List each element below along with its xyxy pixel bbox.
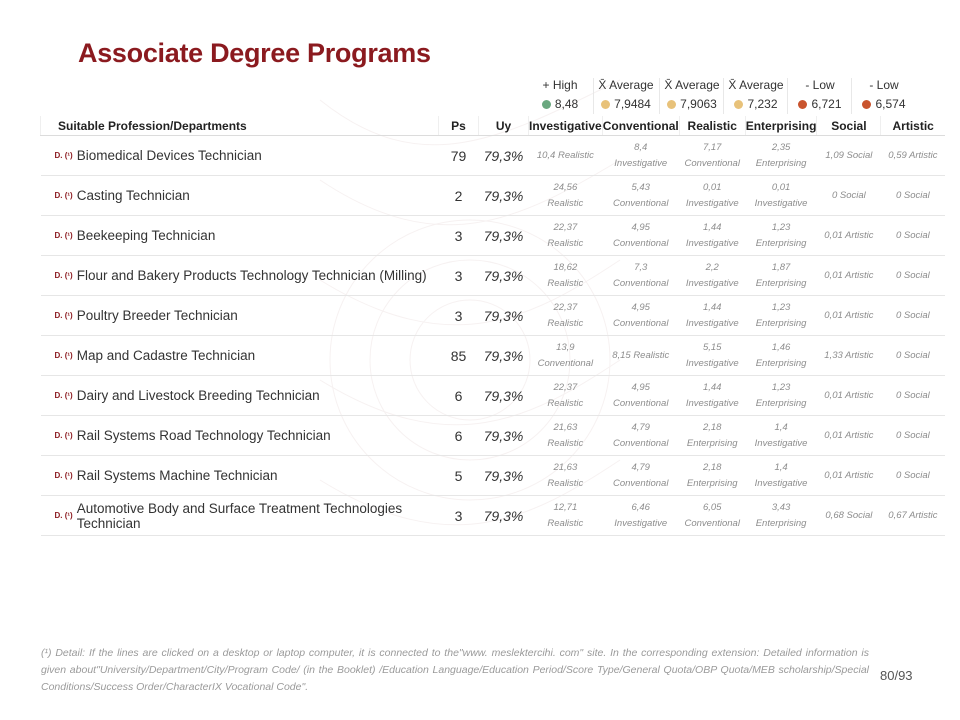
score-value: 18,62 xyxy=(553,261,578,273)
score-category: Conventional xyxy=(612,197,669,209)
score-value: 1,46 xyxy=(771,341,791,353)
score-cell xyxy=(602,376,679,416)
score-value: 0 Social xyxy=(896,429,930,441)
score-cell xyxy=(817,376,881,416)
score-value: 4,79 xyxy=(631,421,650,433)
profession-name[interactable]: Poultry Breeder Technician xyxy=(76,308,238,323)
profession-name[interactable]: Map and Cadastre Technician xyxy=(76,348,256,363)
score-cell xyxy=(745,416,817,456)
score-category: Conventional xyxy=(684,517,740,529)
profession-cell[interactable] xyxy=(41,296,439,336)
score-category: Investigative xyxy=(754,477,808,489)
table-header-row xyxy=(41,116,945,136)
score-cell xyxy=(529,336,603,376)
score-category: Enterprising xyxy=(755,277,807,289)
uy-cell: 79,3% xyxy=(479,176,529,216)
score-category: Enterprising xyxy=(755,317,807,329)
score-category: Realistic xyxy=(547,517,584,529)
score-level-label: - Low xyxy=(869,78,899,92)
page-number: 80/93 xyxy=(880,668,913,683)
score-cell xyxy=(881,336,945,376)
detail-marker: D. (¹) xyxy=(54,351,73,360)
score-level-value xyxy=(852,94,916,114)
score-cell xyxy=(602,216,679,256)
score-value-text: 6,721 xyxy=(811,97,842,111)
column-header-profession: Suitable Profession/Departments xyxy=(41,116,439,136)
score-cell xyxy=(817,336,881,376)
score-category: Investigative xyxy=(685,397,739,409)
score-category: Investigative xyxy=(685,317,739,329)
score-value: 1,33 Artistic xyxy=(824,349,874,361)
score-category: Enterprising xyxy=(755,517,807,529)
column-header-social: Social xyxy=(817,116,881,136)
score-value: 4,95 xyxy=(631,301,650,313)
score-value: 0 Social xyxy=(896,349,930,361)
score-value: 0,01 Artistic xyxy=(824,269,874,281)
score-value: 1,44 xyxy=(702,221,722,233)
column-header-realistic: Realistic xyxy=(679,116,745,136)
score-category: Conventional xyxy=(684,157,740,169)
column-header-enterprising: Enterprising xyxy=(745,116,817,136)
score-value: 0 Social xyxy=(896,229,930,241)
score-cell xyxy=(679,136,745,176)
profession-cell[interactable] xyxy=(41,416,439,456)
profession-name[interactable]: Rail Systems Road Technology Technician xyxy=(76,428,331,443)
score-cell xyxy=(881,256,945,296)
profession-name[interactable]: Dairy and Livestock Breeding Technician xyxy=(76,388,320,403)
score-cell xyxy=(529,496,603,536)
score-value: 1,44 xyxy=(702,301,722,313)
score-value: 1,09 Social xyxy=(825,149,873,161)
table-row[interactable] xyxy=(41,216,945,256)
profession-name[interactable]: Rail Systems Machine Technician xyxy=(76,468,278,483)
score-value: 0,01 Artistic xyxy=(824,389,874,401)
score-value: 0,67 Artistic xyxy=(888,509,938,521)
score-cell xyxy=(817,416,881,456)
score-category: Realistic xyxy=(547,197,584,209)
table-row[interactable] xyxy=(41,456,945,496)
score-level-value xyxy=(788,94,852,114)
detail-marker: D. (¹) xyxy=(54,431,73,440)
header-separator xyxy=(723,78,724,114)
score-value: 22,37 xyxy=(553,381,578,393)
score-cell xyxy=(881,496,945,536)
score-category: Investigative xyxy=(754,197,808,209)
score-cell xyxy=(602,336,679,376)
score-cell xyxy=(745,216,817,256)
score-cell xyxy=(745,496,817,536)
score-value: 2,18 xyxy=(702,421,722,433)
profession-name[interactable]: Flour and Bakery Products Technology Technician (Milling) xyxy=(76,268,427,283)
score-category: Realistic xyxy=(547,237,584,249)
profession-name[interactable]: Biomedical Devices Technician xyxy=(76,148,262,163)
uy-cell: 79,3% xyxy=(479,496,529,536)
score-cell xyxy=(679,176,745,216)
score-category: Conventional xyxy=(612,277,669,289)
level-dot-icon xyxy=(601,100,610,109)
score-level-label: X̄ Average xyxy=(598,78,654,92)
ps-cell: 3 xyxy=(439,256,479,296)
score-value: 21,63 xyxy=(553,461,578,473)
score-value: 0,59 Artistic xyxy=(888,149,938,161)
score-category: Realistic xyxy=(547,317,584,329)
profession-name[interactable]: Automotive Body and Surface Treatment Technologies Technician xyxy=(76,500,403,531)
header-separator xyxy=(593,78,594,114)
score-cell xyxy=(745,456,817,496)
column-header-artistic: Artistic xyxy=(881,116,945,136)
score-cell xyxy=(602,456,679,496)
score-value: 0 Social xyxy=(896,189,930,201)
score-value: 0,01 Artistic xyxy=(824,309,874,321)
score-value: 22,37 xyxy=(553,221,578,233)
ps-cell: 85 xyxy=(439,336,479,376)
score-value: 2,2 xyxy=(705,261,719,273)
ps-cell: 3 xyxy=(439,296,479,336)
score-category: Conventional xyxy=(612,397,669,409)
score-level-label: - Low xyxy=(805,78,835,92)
score-category: Investigative xyxy=(614,157,668,169)
score-cell xyxy=(602,136,679,176)
score-cell xyxy=(817,296,881,336)
profession-cell[interactable] xyxy=(41,176,439,216)
score-value: 0 Social xyxy=(896,389,930,401)
score-category: Realistic xyxy=(547,277,584,289)
level-dot-icon xyxy=(667,100,676,109)
score-level-value xyxy=(724,94,788,114)
score-cell xyxy=(881,136,945,176)
level-dot-icon xyxy=(542,100,551,109)
score-category: Investigative xyxy=(685,197,739,209)
score-cell xyxy=(745,176,817,216)
score-value: 0,01 xyxy=(702,181,722,193)
score-level-3 xyxy=(724,76,788,114)
score-category: Investigative xyxy=(614,517,668,529)
table-row[interactable] xyxy=(41,376,945,416)
score-category: Enterprising xyxy=(755,357,807,369)
score-cell xyxy=(602,496,679,536)
score-cell xyxy=(529,416,603,456)
score-category: Enterprising xyxy=(686,477,738,489)
score-cell xyxy=(817,136,881,176)
score-value: 5,43 xyxy=(631,181,650,193)
table-row[interactable] xyxy=(41,296,945,336)
score-category: Enterprising xyxy=(755,157,807,169)
uy-cell: 79,3% xyxy=(479,136,529,176)
page-title: Associate Degree Programs xyxy=(78,38,431,68)
uy-cell: 79,3% xyxy=(479,416,529,456)
score-value: 22,37 xyxy=(553,301,578,313)
score-value: 1,4 xyxy=(774,461,788,473)
score-category: Investigative xyxy=(685,357,739,369)
score-value: 24,56 xyxy=(553,181,578,193)
detail-marker: D. (¹) xyxy=(54,311,73,320)
ps-cell: 5 xyxy=(439,456,479,496)
score-cell xyxy=(529,216,603,256)
score-cell xyxy=(817,216,881,256)
detail-marker: D. (¹) xyxy=(54,271,73,280)
score-value: 4,79 xyxy=(631,461,650,473)
score-level-label: X̄ Average xyxy=(728,78,784,92)
score-value: 21,63 xyxy=(553,421,578,433)
score-value: 5,15 xyxy=(702,341,722,353)
uy-cell: 79,3% xyxy=(479,256,529,296)
score-category: Realistic xyxy=(547,477,584,489)
score-value: 0,01 Artistic xyxy=(824,469,874,481)
score-level-1 xyxy=(594,76,658,114)
score-value: 4,95 xyxy=(631,381,650,393)
score-cell xyxy=(745,256,817,296)
header-separator xyxy=(787,78,788,114)
ps-cell: 6 xyxy=(439,416,479,456)
score-level-5 xyxy=(852,76,916,114)
score-value: 8,4 xyxy=(634,141,648,153)
ps-cell: 6 xyxy=(439,376,479,416)
score-category: Conventional xyxy=(612,477,669,489)
score-value: 3,43 xyxy=(771,501,791,513)
score-value-text: 6,574 xyxy=(875,97,906,111)
level-dot-icon xyxy=(798,100,807,109)
score-cell xyxy=(529,376,603,416)
score-category: Investigative xyxy=(685,237,739,249)
profession-cell[interactable] xyxy=(41,136,439,176)
score-cell xyxy=(529,296,603,336)
score-value: 0 Social xyxy=(896,469,930,481)
score-level-value xyxy=(528,94,592,114)
score-cell xyxy=(881,376,945,416)
score-cell xyxy=(817,256,881,296)
score-value: 6,46 xyxy=(631,501,650,513)
score-value: 4,95 xyxy=(631,221,650,233)
column-header-ps: Ps xyxy=(439,116,479,136)
score-value: 7,17 xyxy=(702,141,722,153)
score-value: 0 Social xyxy=(832,189,866,201)
score-level-4 xyxy=(788,76,852,114)
ps-cell: 2 xyxy=(439,176,479,216)
score-category: Enterprising xyxy=(686,437,738,449)
score-cell xyxy=(529,176,603,216)
score-cell xyxy=(529,256,603,296)
table-row[interactable] xyxy=(41,416,945,456)
score-category: Investigative xyxy=(754,437,808,449)
score-category: Conventional xyxy=(612,237,669,249)
table-row[interactable] xyxy=(41,336,945,376)
table-row[interactable] xyxy=(41,176,945,216)
header-separator xyxy=(659,78,660,114)
detail-marker: D. (¹) xyxy=(54,231,73,240)
score-cell xyxy=(679,216,745,256)
score-value: 0,01 Artistic xyxy=(824,429,874,441)
score-cell xyxy=(881,176,945,216)
profession-name[interactable]: Casting Technician xyxy=(76,188,190,203)
level-dot-icon xyxy=(862,100,871,109)
profession-cell[interactable] xyxy=(41,456,439,496)
uy-cell: 79,3% xyxy=(479,216,529,256)
score-level-value xyxy=(594,94,658,114)
score-cell xyxy=(529,456,603,496)
score-value: 2,18 xyxy=(702,461,722,473)
uy-cell: 79,3% xyxy=(479,336,529,376)
score-category: Enterprising xyxy=(755,237,807,249)
score-value: 1,23 xyxy=(771,301,791,313)
score-value: 1,23 xyxy=(771,221,791,233)
score-value: 0 Social xyxy=(896,309,930,321)
table-row[interactable] xyxy=(41,496,945,536)
profession-cell[interactable] xyxy=(41,336,439,376)
ps-cell: 79 xyxy=(439,136,479,176)
footnote: (¹) Detail: If the lines are clicked on a desktop or laptop computer, it is connected to the"www. meslektercihi. com" site. In the corresponding extension: Detailed information is given about"University/Department/City/Program Code/ (in the Booklet) /Education Language/Education Period/Score Type/General Quota/OBP Quota/MEB scholarship/Special Conditions/Success Order/CharacterIX Vocational Code". xyxy=(41,647,869,693)
score-cell xyxy=(745,336,817,376)
profession-name[interactable]: Beekeeping Technician xyxy=(76,228,216,243)
score-cell xyxy=(602,296,679,336)
column-header-uy: Uy xyxy=(479,116,529,136)
column-header-investigative: Investigative xyxy=(529,116,603,136)
score-value: 10,4 Realistic xyxy=(536,149,594,161)
ps-cell: 3 xyxy=(439,496,479,536)
profession-cell[interactable] xyxy=(41,376,439,416)
score-category: Investigative xyxy=(685,277,739,289)
score-cell xyxy=(679,256,745,296)
score-value-text: 7,232 xyxy=(747,97,778,111)
score-category: Conventional xyxy=(612,317,669,329)
score-cell xyxy=(679,456,745,496)
detail-marker: D. (¹) xyxy=(54,511,73,520)
table-row[interactable] xyxy=(41,256,945,296)
detail-marker: D. (¹) xyxy=(54,151,73,160)
uy-cell: 79,3% xyxy=(479,296,529,336)
score-value: 6,05 xyxy=(702,501,722,513)
score-cell xyxy=(602,256,679,296)
score-value: 1,23 xyxy=(771,381,791,393)
score-cell xyxy=(817,496,881,536)
table-row[interactable] xyxy=(41,136,945,176)
score-level-label: + High xyxy=(542,78,578,92)
score-category: Realistic xyxy=(547,437,584,449)
score-value-text: 8,48 xyxy=(554,97,579,111)
score-value: 13,9 xyxy=(556,341,575,353)
score-value: 2,35 xyxy=(771,141,791,153)
score-cell xyxy=(817,176,881,216)
score-cell xyxy=(881,456,945,496)
score-cell xyxy=(679,416,745,456)
ps-cell: 3 xyxy=(439,216,479,256)
score-cell xyxy=(679,376,745,416)
detail-marker: D. (¹) xyxy=(54,391,73,400)
score-level-header xyxy=(528,76,916,116)
score-value-text: 7,9484 xyxy=(614,97,651,111)
level-dot-icon xyxy=(734,100,743,109)
score-cell xyxy=(679,336,745,376)
score-cell xyxy=(679,496,745,536)
score-category: Enterprising xyxy=(755,397,807,409)
score-cell xyxy=(745,136,817,176)
score-value: 7,3 xyxy=(634,261,648,273)
score-level-0 xyxy=(528,76,592,114)
score-value: 1,4 xyxy=(774,421,788,433)
score-level-label: X̄ Average xyxy=(664,78,720,92)
score-cell xyxy=(881,296,945,336)
score-value: 0,01 Artistic xyxy=(824,229,874,241)
detail-marker: D. (¹) xyxy=(54,471,73,480)
score-value: 1,87 xyxy=(771,261,791,273)
score-value: 0 Social xyxy=(896,269,930,281)
detail-marker: D. (¹) xyxy=(54,191,73,200)
score-cell xyxy=(745,376,817,416)
score-value: 8,15 Realistic xyxy=(612,349,670,361)
profession-cell[interactable] xyxy=(41,216,439,256)
score-category: Conventional xyxy=(612,437,669,449)
score-value: 12,71 xyxy=(553,501,578,513)
score-cell xyxy=(602,176,679,216)
column-header-conventional: Conventional xyxy=(602,116,679,136)
score-value: 1,44 xyxy=(702,381,722,393)
score-cell xyxy=(602,416,679,456)
header-separator xyxy=(851,78,852,114)
uy-cell: 79,3% xyxy=(479,376,529,416)
score-category: Conventional xyxy=(537,357,594,369)
score-value: 0,68 Social xyxy=(825,509,873,521)
score-cell xyxy=(529,136,603,176)
score-category: Realistic xyxy=(547,397,584,409)
profession-cell[interactable] xyxy=(41,256,439,296)
score-cell xyxy=(817,456,881,496)
score-cell xyxy=(881,216,945,256)
programs-table xyxy=(40,116,945,536)
score-value: 0,01 xyxy=(771,181,791,193)
score-cell xyxy=(881,416,945,456)
score-value-text: 7,9063 xyxy=(680,97,717,111)
score-cell xyxy=(679,296,745,336)
score-level-value xyxy=(660,94,724,114)
profession-cell[interactable] xyxy=(41,496,439,536)
score-level-2 xyxy=(660,76,724,114)
score-cell xyxy=(745,296,817,336)
uy-cell: 79,3% xyxy=(479,456,529,496)
